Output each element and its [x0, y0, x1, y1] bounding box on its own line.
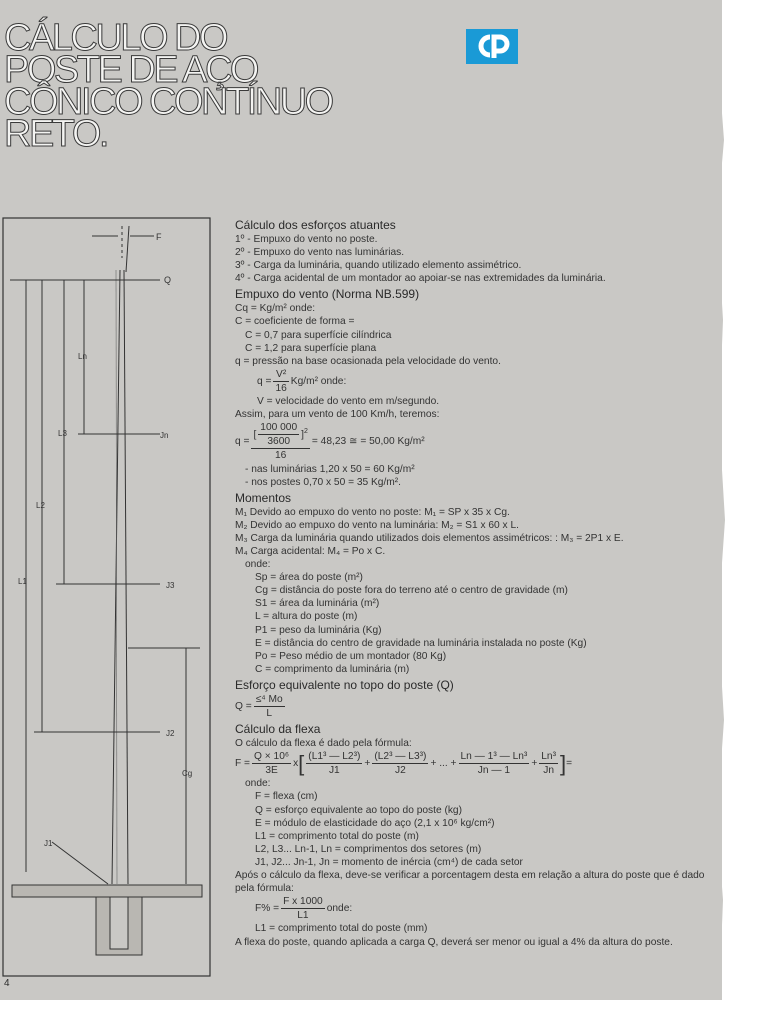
q-lhs: q =	[257, 375, 272, 387]
ff-times: x	[293, 758, 299, 770]
esforco-item: 4º - Carga acidental de um montador ao apoiar-se nas extremidades da luminária.	[235, 273, 606, 285]
qeq-fraction	[254, 693, 285, 720]
esforco-item: 2º - Empuxo do vento nas luminárias.	[235, 247, 405, 259]
esforco-item: 3º - Carga da luminária, quando utilizado elemento assimétrico.	[235, 260, 522, 272]
flexa-formula	[235, 750, 715, 777]
momento-def: S1 = área da luminária (m²)	[255, 598, 380, 610]
heading-momentos: Momentos	[235, 490, 292, 505]
pct-lhs: F% =	[255, 903, 280, 915]
q-calculation	[235, 421, 715, 462]
ff-eq: =	[566, 758, 573, 770]
label-l2: L2	[36, 501, 45, 510]
c-value: C = 1,2 para superfície plana	[245, 342, 377, 354]
pct-fraction	[281, 895, 325, 922]
result-line: - nos postes 0,70 x 50 = 35 Kg/m².	[245, 476, 402, 488]
momento-item: M₁ Devido ao empuxo do vento no poste: M₁ = SP x 35 x Cg.	[235, 506, 510, 518]
ff-n5: Ln³	[539, 750, 558, 764]
l1-definition: L1 = comprimento total do poste (mm)	[255, 923, 428, 935]
title-line-2: POSTE DE AÇO	[4, 49, 257, 91]
ff-frac-4	[459, 750, 530, 777]
ff-plus: +	[364, 758, 371, 770]
label-j2: J2	[166, 729, 175, 738]
title-line-1: CÁLCULO DO	[4, 17, 227, 59]
qc-inner-num: 100 000	[258, 421, 299, 435]
ff-n4: Ln — 1³ — Ln³	[459, 750, 530, 764]
onde-label: onde:	[245, 559, 271, 571]
final-paragraph: A flexa do poste, quando aplicada a carga Q, deverá ser menor ou igual a 4% da altura do poste.	[235, 936, 673, 948]
momento-item: M₂ Devido ao empuxo do vento na luminária: M₂ = S1 x 60 x L.	[235, 519, 519, 531]
qc-inner-den: 3600	[267, 436, 291, 448]
flexa-intro: O cálculo da flexa é dado pela fórmula:	[235, 738, 412, 750]
cp-logo-icon	[466, 29, 518, 64]
qeq-den: L	[266, 708, 273, 719]
momento-def: Po = Peso médio de um montador (80 Kg)	[255, 650, 447, 662]
apos-paragraph: Após o cálculo da flexa, deve-se verificar a porcentagem desta em relação a altura do poste que é dado pela fórmula:	[235, 870, 705, 895]
flexa-def: F = flexa (cm)	[255, 791, 318, 803]
label-jn: Jn	[160, 431, 169, 440]
flexa-def: Q = esforço equivalente ao topo do poste (kg)	[255, 804, 462, 816]
pct-formula	[235, 895, 715, 922]
flexa-def: J1, J2... Jn-1, Jn = momento de inércia (cm⁴) de cada setor	[255, 856, 523, 868]
label-l1: L1	[18, 577, 27, 586]
ff-n2: (L1³ — L2³)	[306, 750, 362, 764]
momento-item: M₄ Carga acidental: M₄ = Po x C.	[235, 545, 386, 557]
esforco-item: 1º - Empuxo do vento no poste.	[235, 234, 378, 245]
qc-lhs: q =	[235, 436, 250, 448]
ff-dots: + ... +	[430, 758, 457, 770]
qc-den: 16	[274, 450, 287, 462]
ff-frac-5	[539, 750, 558, 777]
label-l3: L3	[58, 429, 67, 438]
empuxo-line: C = coeficiente de forma =	[235, 316, 355, 328]
result-line: - nas luminárias 1,20 x 50 = 60 Kg/m²	[245, 463, 415, 475]
qc-rhs: = 48,23 ≅ = 50,00 Kg/m²	[311, 436, 425, 448]
heading-empuxo: Empuxo do vento (Norma NB.599)	[235, 287, 420, 302]
q-den: 16	[275, 382, 287, 394]
flexa-def: L2, L3... Ln-1, Ln = comprimentos dos setores (m)	[255, 843, 482, 855]
heading-flexa: Cálculo da flexa	[235, 722, 321, 737]
ff-bracket-open: [	[298, 751, 305, 777]
momento-def: P1 = peso da luminária (Kg)	[255, 624, 382, 636]
qeq-lhs: Q =	[235, 700, 252, 712]
qc-fraction	[251, 421, 309, 462]
pole-diagram	[0, 212, 225, 982]
ff-bracket-close: ]	[560, 751, 567, 777]
q-num: V²	[273, 368, 288, 382]
qc-num: [ $\frac{100 000}{3600}$ ]$^2$	[251, 421, 309, 449]
momento-item: M₃ Carga da luminária quando utilizados dois elementos assimétricos: : M₃ = 2P1 x E.	[235, 532, 624, 544]
onde-label-flexa: onde:	[245, 778, 271, 790]
q-eq-formula	[235, 693, 715, 720]
ff-d4: Jn — 1	[477, 765, 511, 777]
title-line-3: CÔNICO CONTÍNUO	[4, 81, 332, 123]
label-ln: Ln	[78, 352, 87, 361]
page-number: 4	[4, 978, 10, 989]
q-definition: q = pressão na base ocasionada pela velocidade do vento.	[235, 355, 501, 367]
ff-lhs: F =	[235, 758, 251, 770]
ff-n3: (L2³ — L3³)	[372, 750, 428, 764]
heading-esforcos: Cálculo dos esforços atuantes	[235, 218, 396, 232]
ff-d2: J1	[328, 765, 340, 777]
label-j1: J1	[44, 839, 53, 848]
pct-den: L1	[297, 910, 309, 922]
qc-inner-fraction	[258, 421, 299, 448]
momento-def: L = altura do poste (m)	[255, 611, 358, 623]
q-fraction	[273, 368, 288, 395]
pct-rhs: onde:	[326, 903, 353, 915]
q-rhs: Kg/m² onde:	[290, 375, 347, 387]
v-definition: V = velocidade do vento em m/segundo.	[257, 396, 440, 408]
momento-def: E = distância do centro de gravidade na luminária instalada no poste (Kg)	[255, 637, 587, 649]
ff-frac-1	[252, 750, 291, 777]
assim-line: Assim, para um vento de 100 Km/h, teremos:	[235, 409, 440, 421]
heading-esforco-eq: Esforço equivalente no topo do poste (Q)	[235, 677, 454, 692]
label-cg: Cg	[182, 769, 193, 778]
title-line-4: RETO.	[4, 113, 107, 155]
ff-frac-3	[372, 750, 428, 777]
label-q: Q	[164, 275, 172, 285]
label-j3: J3	[166, 581, 175, 590]
momento-def: C = comprimento da luminária (m)	[255, 663, 410, 675]
flexa-def: E = módulo de elasticidade do aço (2,1 x 10⁶ kg/cm²)	[255, 817, 495, 829]
ff-frac-2	[306, 750, 362, 777]
pct-num: F x 1000	[281, 895, 325, 909]
ff-d1: 3E	[265, 765, 278, 777]
ff-plus-2: +	[531, 758, 538, 770]
flexa-def: L1 = comprimento total do poste (m)	[255, 830, 419, 842]
qeq-num: ≤⁴ Mo	[254, 693, 285, 707]
momento-def: Sp = área do poste (m²)	[255, 572, 363, 584]
ff-d5: Jn	[543, 765, 555, 777]
momento-def: Cg = distância do poste fora do terreno até o centro de gravidade (m)	[255, 585, 568, 597]
torn-edge	[712, 0, 732, 1000]
empuxo-line: Cq = Kg/m² onde:	[235, 303, 316, 315]
c-value: C = 0,7 para superfície cilíndrica	[245, 329, 392, 341]
ff-d3: J2	[395, 765, 406, 777]
calculation-text	[235, 216, 715, 949]
q-formula	[235, 368, 715, 395]
label-f: F	[156, 232, 162, 242]
ff-n1: Q × 10⁶	[252, 750, 291, 764]
page-title	[4, 17, 332, 155]
